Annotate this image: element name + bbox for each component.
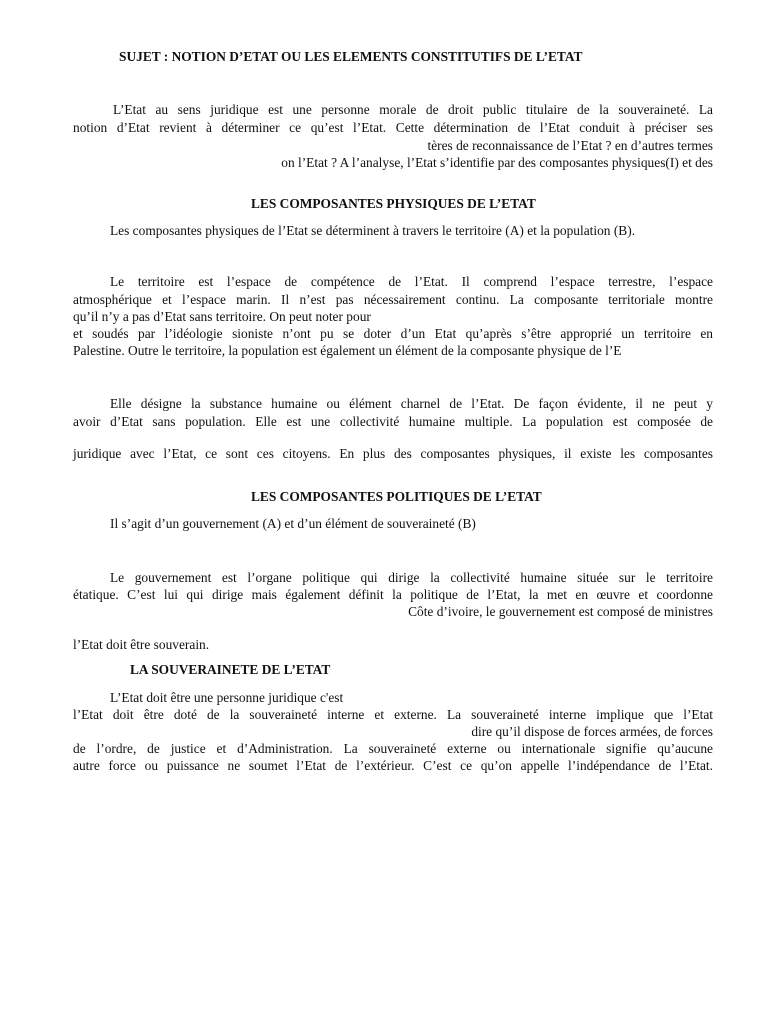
souverainete-line-5: autre force ou puissance ne soumet l’Etat de l’extérieur. C’est ce qu’on appelle l’indépendance de l’Etat.	[73, 758, 713, 773]
intro-line-2: notion d’Etat revient à déterminer ce qu’est l’Etat. Cette détermination de l’Etat conduit à préciser ses	[73, 120, 713, 135]
intro-line-1: L’Etat au sens juridique est une personne morale de droit public titulaire de la souveraineté. La	[113, 102, 713, 117]
document-title: SUJET : NOTION D’ETAT OU LES ELEMENTS CONSTITUTIFS DE L’ETAT	[119, 49, 583, 64]
population-line-3: juridique avec l’Etat, ce sont ces citoyens. En plus des composantes physiques, il existe les composantes	[73, 446, 713, 461]
section-intro-physiques: Les composantes physiques de l’Etat se déterminent à travers le territoire (A) et la population (B).	[110, 223, 636, 238]
population-line-1: Elle désigne la substance humaine ou élément charnel de l’Etat. De façon évidente, il ne peut y	[110, 396, 713, 411]
section-heading-politiques: LES COMPOSANTES POLITIQUES DE L’ETAT	[251, 489, 542, 504]
population-line-2: avoir d’Etat sans population. Elle est une collectivité humaine multiple. La population est composée de	[73, 414, 713, 429]
gouvernement-line-2: étatique. C’est lui qui dirige mais également définit la politique de l’Etat, la met en œuvre et coordonne	[73, 587, 713, 602]
territoire-line-4: et soudés par l’idéologie sioniste n’ont pu se doter d’un Etat qu’après s’être approprié un territoire en	[73, 326, 713, 341]
territoire-line-2: atmosphérique et l’espace marin. Il n’est pas nécessairement continu. La composante territoriale montre	[73, 292, 713, 307]
section-heading-physiques: LES COMPOSANTES PHYSIQUES DE L’ETAT	[251, 196, 536, 211]
intro-line-4: on l’Etat ? A l’analyse, l’Etat s’identifie par des composantes physiques(I) et des	[281, 155, 713, 170]
gouvernement-line-3: Côte d’ivoire, le gouvernement est composé de ministres	[408, 604, 713, 619]
section-heading-souverainete: LA SOUVERAINETE DE L’ETAT	[130, 662, 331, 677]
gouvernement-line-1: Le gouvernement est l’organe politique qui dirige la collectivité humaine située sur le territoire	[110, 570, 713, 585]
gouvernement-line-4: l’Etat doit être souverain.	[73, 637, 210, 652]
territoire-line-5: Palestine. Outre le territoire, la population est également un élément de la composante physique de l’E	[73, 343, 622, 358]
section-intro-politiques: Il s’agit d’un gouvernement (A) et d’un élément de souveraineté (B)	[110, 516, 476, 531]
souverainete-line-2: l’Etat doit être doté de la souveraineté interne et externe. La souveraineté interne implique que l’Etat	[73, 707, 713, 722]
souverainete-line-4: de l’ordre, de justice et d’Administration. La souveraineté externe ou internationale signifie qu’aucune	[73, 741, 713, 756]
intro-line-3: tères de reconnaissance de l’Etat ? en d’autres termes	[427, 138, 713, 153]
territoire-line-1: Le territoire est l’espace de compétence de l’Etat. Il comprend l’espace terrestre, l’espace	[110, 274, 713, 289]
territoire-line-3: qu’il n’y a pas d’Etat sans territoire. On peut noter pour	[73, 309, 371, 324]
souverainete-line-1: L’Etat doit être une personne juridique c'est	[110, 690, 344, 705]
souverainete-line-3: dire qu’il dispose de forces armées, de forces	[471, 724, 713, 739]
